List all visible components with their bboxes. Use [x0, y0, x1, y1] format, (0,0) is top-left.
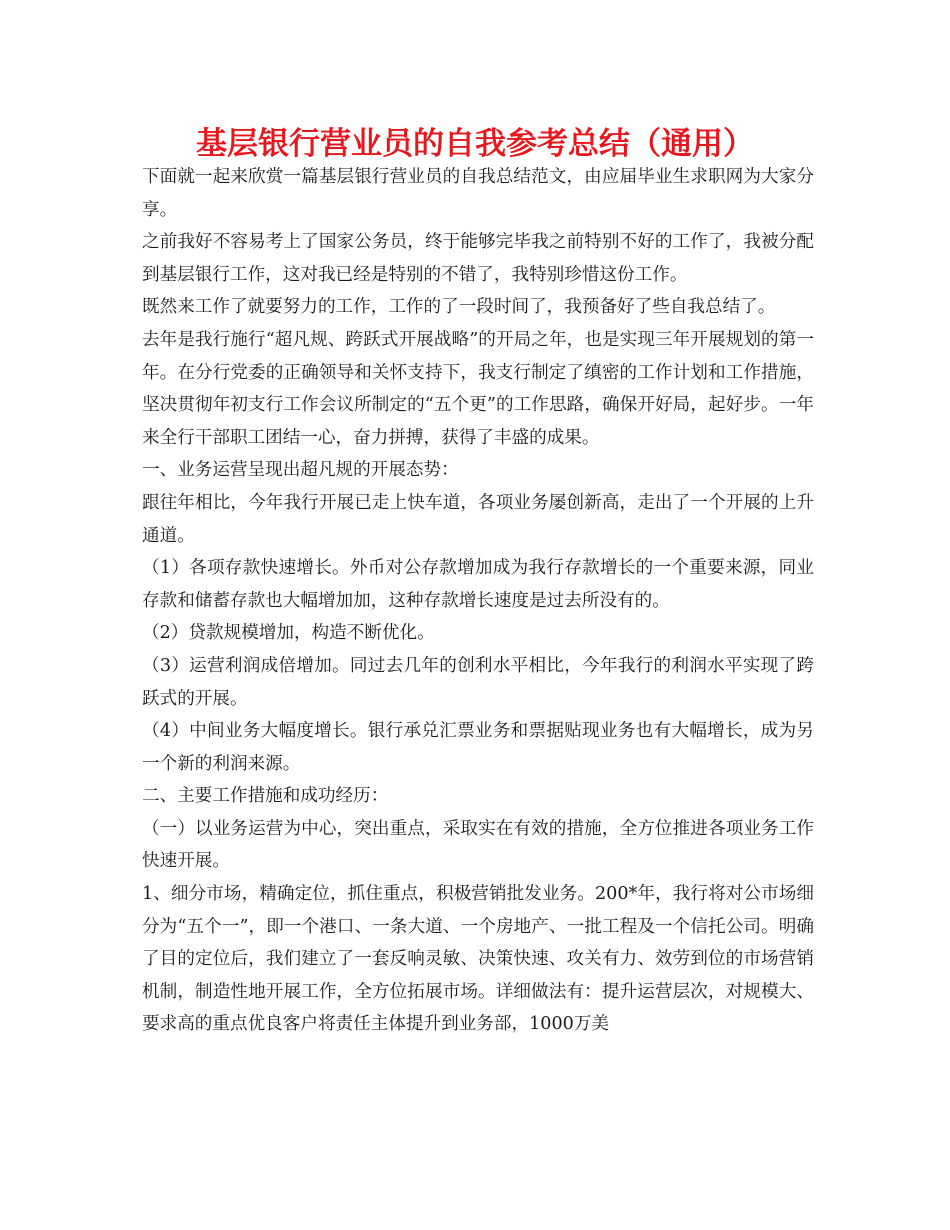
list-item: （1）各项存款快速增长。外币对公存款增加成为我行存款增长的一个重要来源，同业存款和储蓄存款也大幅增加加，这种存款增长速度是过去所没有的。	[142, 558, 814, 611]
subsection-heading: （一）以业务运营为中心，突出重点，采取实在有效的措施，全方位推进各项业务工作快速开展。	[142, 818, 814, 872]
section-heading: 一、业务运营呈现出超凡规的开展态势：	[142, 460, 459, 481]
section-heading: 二、主要工作措施和成功经历：	[142, 786, 389, 807]
paragraph: 1、细分市场，精确定位，抓住重点，积极营销批发业务。200*年，我行将对公市场细分为“五个一”，即一个港口、一条大道、一个房地产、一批工程及一个信托公司。明确了目的定位后，我们建立了一套反响灵敏、决策快速、攻关有力、效劳到位的市场营销机制，制造性地开展工作，全方位拓展市场。详细做法有：提升运营层次，对规模大、要求高的重点优良客户将责任主体提升到业务部，1000万美	[142, 884, 814, 1035]
document-body	[142, 161, 814, 1041]
list-item: （2）贷款规模增加，构造不断优化。	[142, 623, 435, 644]
paragraph: 去年是我行施行“超凡规、跨跃式开展战略”的开局之年，也是实现三年开展规划的第一年。在分行党委的正确领导和关怀支持下，我支行制定了缜密的工作计划和工作措施，坚决贯彻年初支行工作会议所制定的“五个更”的工作思路，确保开好局，起好步。一年来全行干部职工团结一心，奋力拼搏，获得了丰盛的成果。	[142, 329, 814, 448]
paragraph: 既然来工作了就要努力的工作，工作的了一段时间了，我预备好了些自我总结了。	[142, 297, 776, 318]
paragraph-intro: 下面就一起来欣赏一篇基层银行营业员的自我总结范文，由应届毕业生求职网为大家分享。	[142, 167, 814, 220]
paragraph: 之前我好不容易考上了国家公务员，终于能够完毕我之前特别不好的工作了，我被分配到基层银行工作，这对我已经是特别的不错了，我特别珍惜这份工作。	[142, 232, 814, 285]
list-item: （3）运营利润成倍增加。同过去几年的创利水平相比，今年我行的利润水平实现了跨跃式的开展。	[142, 655, 814, 709]
document-title: 基层银行营业员的自我参考总结（通用）	[196, 126, 754, 162]
list-item: （4）中间业务大幅度增长。银行承兑汇票业务和票据贴现业务也有大幅增长，成为另一个新的利润来源。	[142, 721, 814, 774]
paragraph: 跟往年相比，今年我行开展已走上快车道，各项业务屡创新高，走出了一个开展的上升通道。	[142, 492, 814, 546]
